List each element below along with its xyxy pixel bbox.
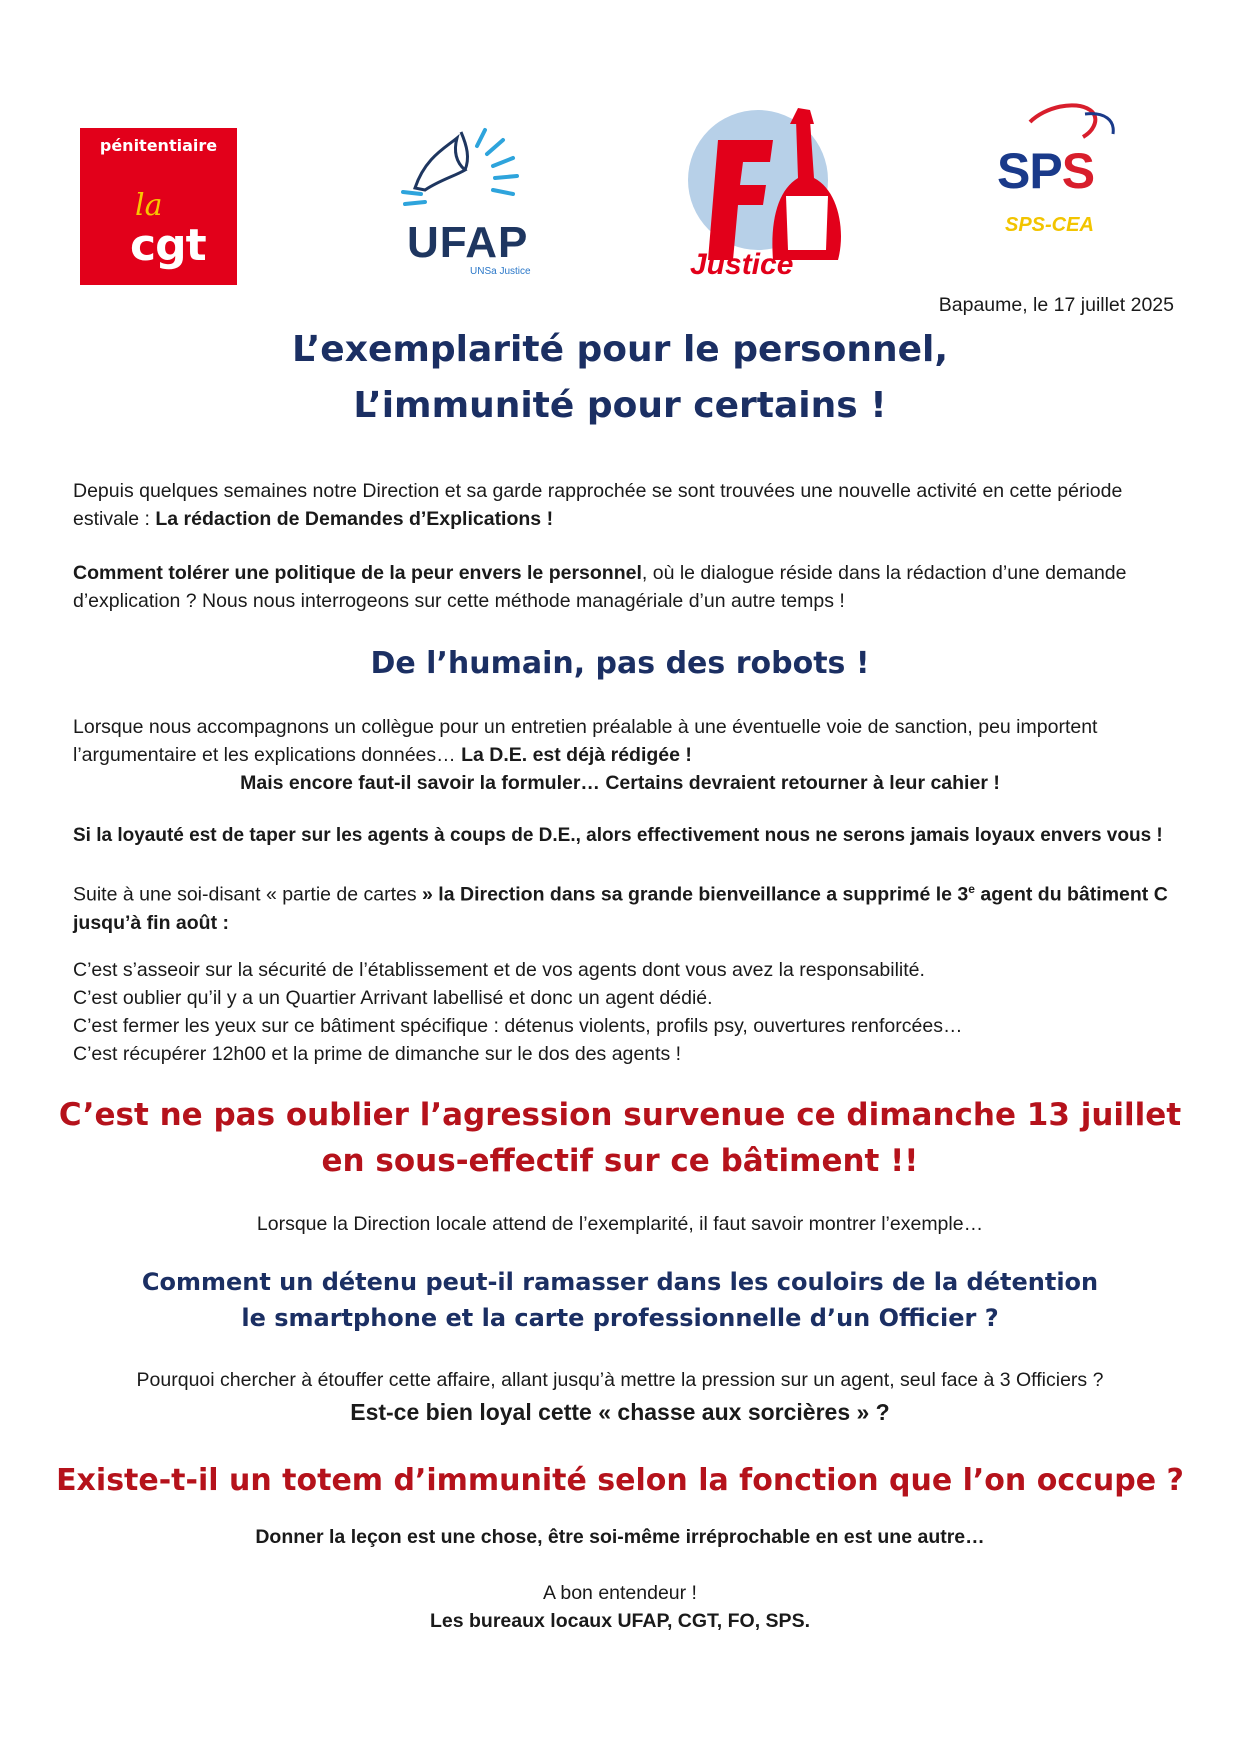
intro-text: Depuis quelques semaines notre Direction et sa garde rapprochée se sont trouvées une nouvelle activité en cette période estivale : <box>73 480 1123 530</box>
ufap-logo-sub: UNSa Justice <box>470 266 531 277</box>
consequences-list <box>73 956 1173 1068</box>
lecon-line: Donner la leçon est une chose, être soi-même irréprochable en est une autre… <box>255 1526 985 1548</box>
entretien-text: Lorsque nous accompagnons un collègue pour un entretien préalable à une éventuelle voie de sanction, peu importent l’argumentaire et les explications données… <box>73 716 1098 766</box>
officier-line-1: Comment un détenu peut-il ramasser dans les couloirs de la détention <box>141 1268 1099 1296</box>
formuler-line: Mais encore faut-il savoir la formuler… Certains devraient retourner à leur cahier ! <box>240 772 1000 794</box>
sps-letter-2: P <box>1029 143 1062 199</box>
totem-heading: Existe-t-il un totem d’immunité selon la fonction que l’on occupe ? <box>56 1463 1184 1498</box>
list-item: C’est fermer les yeux sur ce bâtiment spécifique : détenus violents, profils psy, ouvertures renforcées… <box>73 1015 963 1037</box>
cartes-sup: e <box>968 882 975 896</box>
sps-letter-1: S <box>997 143 1030 199</box>
list-item: C’est oublier qu’il y a un Quartier Arrivant labellisé et donc un agent dédié. <box>73 987 713 1009</box>
list-item: C’est s’asseoir sur la sécurité de l’établissement et de vos agents dont vous avez la responsabilité. <box>73 959 925 981</box>
etouffer-line: Pourquoi chercher à étouffer cette affaire, allant jusqu’à mettre la pression sur un agent, seul face à 3 Officiers ? <box>136 1369 1104 1391</box>
ufap-logo <box>395 118 555 288</box>
fo-justice-logo <box>678 100 856 285</box>
agression-heading <box>0 1092 1240 1184</box>
loyaute-line: Si la loyauté est de taper sur les agents à coups de D.E., alors effectivement nous ne serons jamais loyaux envers vous ! <box>73 825 1163 846</box>
page-title <box>0 322 1240 434</box>
officier-question <box>0 1264 1240 1336</box>
closing-signature: Les bureaux locaux UFAP, CGT, FO, SPS. <box>429 1610 810 1632</box>
sps-logo-name <box>997 142 1094 200</box>
cgt-logo-name: cgt <box>130 220 206 271</box>
sorcieres-line: Est-ce bien loyal cette « chasse aux sorcières » ? <box>350 1399 890 1425</box>
intro-paragraph <box>73 477 1173 533</box>
sps-letter-3: S <box>1061 143 1095 199</box>
section-heading: De l’humain, pas des robots ! <box>370 646 870 681</box>
title-line-2: L’immunité pour certains ! <box>353 385 887 426</box>
title-line-1: L’exemplarité pour le personnel, <box>291 329 949 370</box>
closing-line-1: A bon entendeur ! <box>543 1582 697 1604</box>
cgt-logo <box>80 128 237 285</box>
officier-line-2: le smartphone et la carte professionnelle d’un Officier ? <box>241 1304 999 1332</box>
cartes-paragraph <box>73 875 1173 937</box>
cartes-bold-2: agent du bâtiment C jusqu’à fin août : <box>73 883 1168 934</box>
agression-line-1: C’est ne pas oublier l’agression survenue ce dimanche 13 juillet <box>58 1097 1182 1133</box>
entretien-paragraph <box>73 713 1173 769</box>
cgt-logo-la: la <box>135 188 163 223</box>
entretien-bold: La D.E. est déjà rédigée ! <box>461 744 692 766</box>
intro-bold: La rédaction de Demandes d’Explications ! <box>155 508 554 530</box>
cartes-text: Suite à une soi-disant « partie de cartes <box>73 883 423 906</box>
sps-logo-sub: SPS-CEA <box>1005 214 1094 236</box>
politique-paragraph <box>73 559 1173 615</box>
fo-logo-name: Justice <box>690 248 794 281</box>
agression-line-2: en sous-effectif sur ce bâtiment !! <box>321 1143 919 1179</box>
politique-text: , où le dialogue réside dans la rédaction d’une demande d’explication ? Nous nous interrogeons sur cette méthode managériale d’un autre temps ! <box>73 562 1127 612</box>
date-line: Bapaume, le 17 juillet 2025 <box>938 294 1174 316</box>
ufap-logo-name: UFAP <box>407 218 529 267</box>
politique-bold: Comment tolérer une politique de la peur envers le personnel <box>73 562 642 584</box>
list-item: C’est récupérer 12h00 et la prime de dimanche sur le dos des agents ! <box>73 1043 682 1065</box>
cgt-logo-top: pénitentiaire <box>99 136 218 155</box>
cartes-bold-1: » la Direction dans sa grande bienveillance a supprimé le 3 <box>422 883 969 906</box>
ufap-bird-icon <box>395 118 555 218</box>
exemplarite-line: Lorsque la Direction locale attend de l’exemplarité, il faut savoir montrer l’exemple… <box>256 1213 984 1235</box>
sps-logo <box>985 102 1135 242</box>
